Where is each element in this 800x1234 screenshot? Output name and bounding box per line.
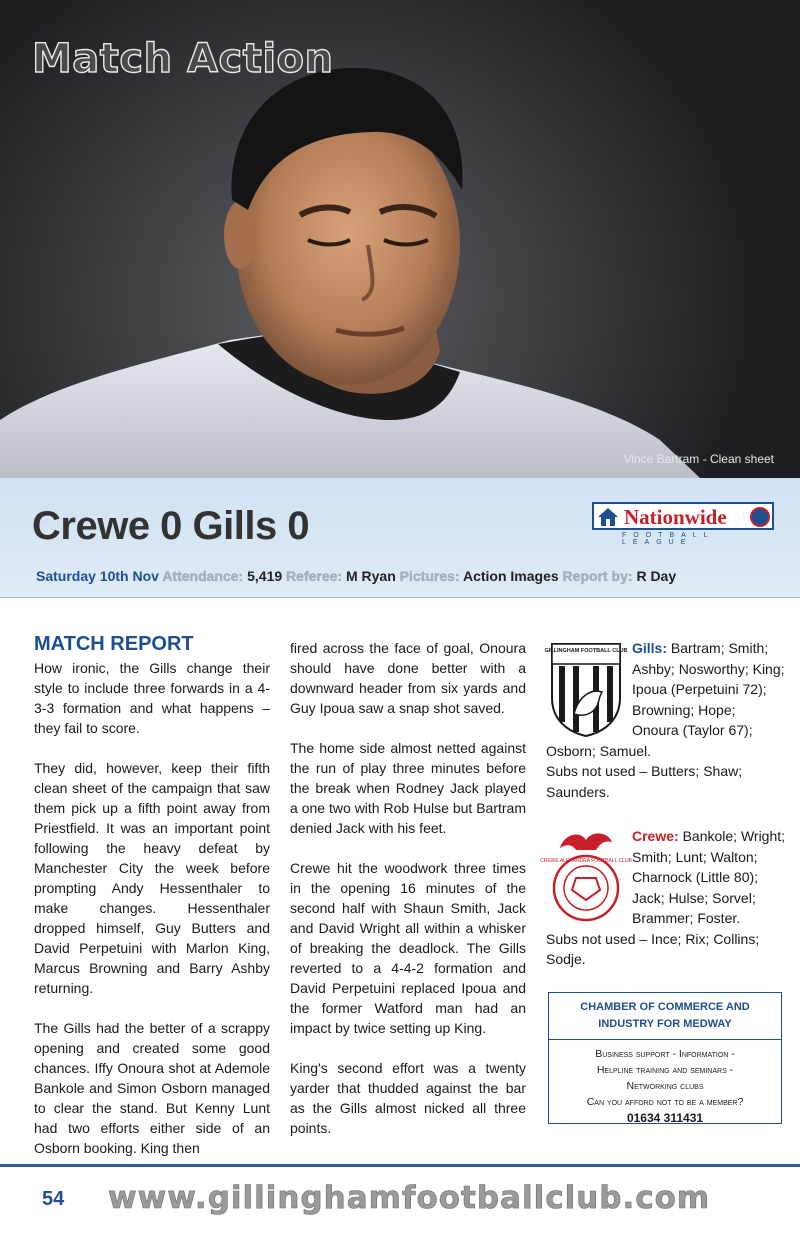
ad-phone: 01634 311431 <box>626 1111 704 1125</box>
photo-caption: Vince Bartram - Clean sheet <box>623 452 774 466</box>
gillingham-crest-icon <box>546 638 626 738</box>
website-link[interactable]: www.gillinghamfootballclub.com <box>108 1180 711 1216</box>
ad-line: Business support - Information - <box>595 1048 735 1060</box>
gills-team-players: Bartram; Smith; Ashby; Nosworthy; King; Ipoua (Perpetuini 72); Browning; Hope; Onoura (Taylor 67); Osborn; Samuel. <box>546 640 785 759</box>
crewe-team-players: Bankole; Wright; Smith; Lunt; Walton; Charnock (Little 80); Jack; Hulse; Sorvel; Brammer; Foster. <box>632 828 786 926</box>
crewe-crest-icon <box>540 826 632 926</box>
nationwide-wordmark: Nationwide <box>624 505 727 529</box>
attendance-value: 5,419 <box>247 568 283 584</box>
house-icon <box>597 507 619 527</box>
report-by-value: R Day <box>636 568 677 584</box>
report-paragraph: The Gills had the better of a scrappy opening and created some good chances. Iffy Onoura shot at Ademole Bankole and Simon Osborn managed to clear the stand. But Kenny Lunt had two efforts either side of an Osborn booking. King then <box>34 1020 270 1156</box>
report-paragraph: The home side almost netted against the run of play three minutes before the break when Rodney Jack played a one two with Rob Hulse but Bartram denied Jack with his feet. <box>290 740 526 836</box>
match-title: Crewe 0 Gills 0 <box>32 504 310 548</box>
pictures-label: Pictures: <box>399 568 460 584</box>
crewe-crest-text: CREWE ALEXANDRA FOOTBALL CLUB <box>540 858 632 864</box>
match-date: Saturday 10th Nov <box>36 568 159 584</box>
crewe-subs: Subs not used – Ince; Rix; Collins; Sodje. <box>546 930 760 967</box>
gills-team-name: Gills: <box>632 640 668 656</box>
ad-body <box>549 1040 781 1126</box>
pictures-value: Action Images <box>462 568 559 584</box>
match-meta <box>36 568 676 584</box>
nationwide-logo <box>592 502 774 546</box>
ad-line: Can you afford not to be a member? <box>586 1096 744 1108</box>
match-header <box>0 478 800 598</box>
ad-heading: CHAMBER OF COMMERCE AND INDUSTRY FOR MEDWAY <box>549 993 781 1040</box>
report-paragraph: Crewe hit the woodwork three times in the opening 16 minutes of the second half with Shaun Smith, Jack and David Wright all within a whisker of breaking the deadlock. The Gills reverted to a 4-4-2 formation and David Perpetuini replaced Ipoua and the former Watford man had an impact by twice setting up King. <box>290 860 526 1036</box>
lineups-column <box>540 638 786 994</box>
ad-line: Networking clubs <box>626 1080 704 1092</box>
gills-lineup <box>546 638 786 802</box>
report-paragraph: They did, however, keep their fifth clean sheet of the campaign that saw them pick up a fifth point away from Priestfield. It was an important point following the heavy defeat by Manchester City the week before prompting Andy Hessenthaler to make changes. Hessenthaler dropped himself, Guy Butters and David Perpetuini with Marlon King, Marcus Browning and Barry Ashby returning. <box>34 760 270 996</box>
hero-photo <box>0 0 800 478</box>
footer-divider <box>0 1164 800 1167</box>
chamber-of-commerce-ad <box>548 992 782 1124</box>
crewe-team-name: Crewe: <box>632 828 679 844</box>
section-title: Match Action <box>32 36 334 82</box>
football-icon <box>750 507 770 527</box>
ad-line: Helpline training and seminars - <box>596 1064 734 1076</box>
attendance-label: Attendance: <box>162 568 244 584</box>
page-number: 54 <box>42 1188 65 1210</box>
report-paragraph: How ironic, the Gills change their style to include three forwards in a 4-3-3 formation and what happens – they fail to score. <box>34 660 270 736</box>
report-heading: MATCH REPORT <box>34 633 194 655</box>
crewe-lineup <box>540 826 786 970</box>
report-paragraph: fired across the face of goal, Onoura should have done better with a downward header from six yards and Guy Ipoua saw a snap shot saved. <box>290 640 526 716</box>
referee-value: M Ryan <box>345 568 396 584</box>
gills-crest-text: GILLINGHAM FOOTBALL CLUB <box>544 648 628 654</box>
report-paragraph: King's second effort was a twenty yarder that thudded against the bar as the Gills almost nicked all three points. <box>290 1060 526 1136</box>
gills-subs: Subs not used – Butters; Shaw; Saunders. <box>546 763 743 800</box>
report-by-label: Report by: <box>562 568 633 584</box>
referee-label: Referee: <box>286 568 343 584</box>
nationwide-logo-box <box>592 502 774 530</box>
report-column-1 <box>34 632 270 1178</box>
nationwide-subtitle: FOOTBALL LEAGUE <box>622 532 715 546</box>
report-column-2 <box>290 638 526 1158</box>
